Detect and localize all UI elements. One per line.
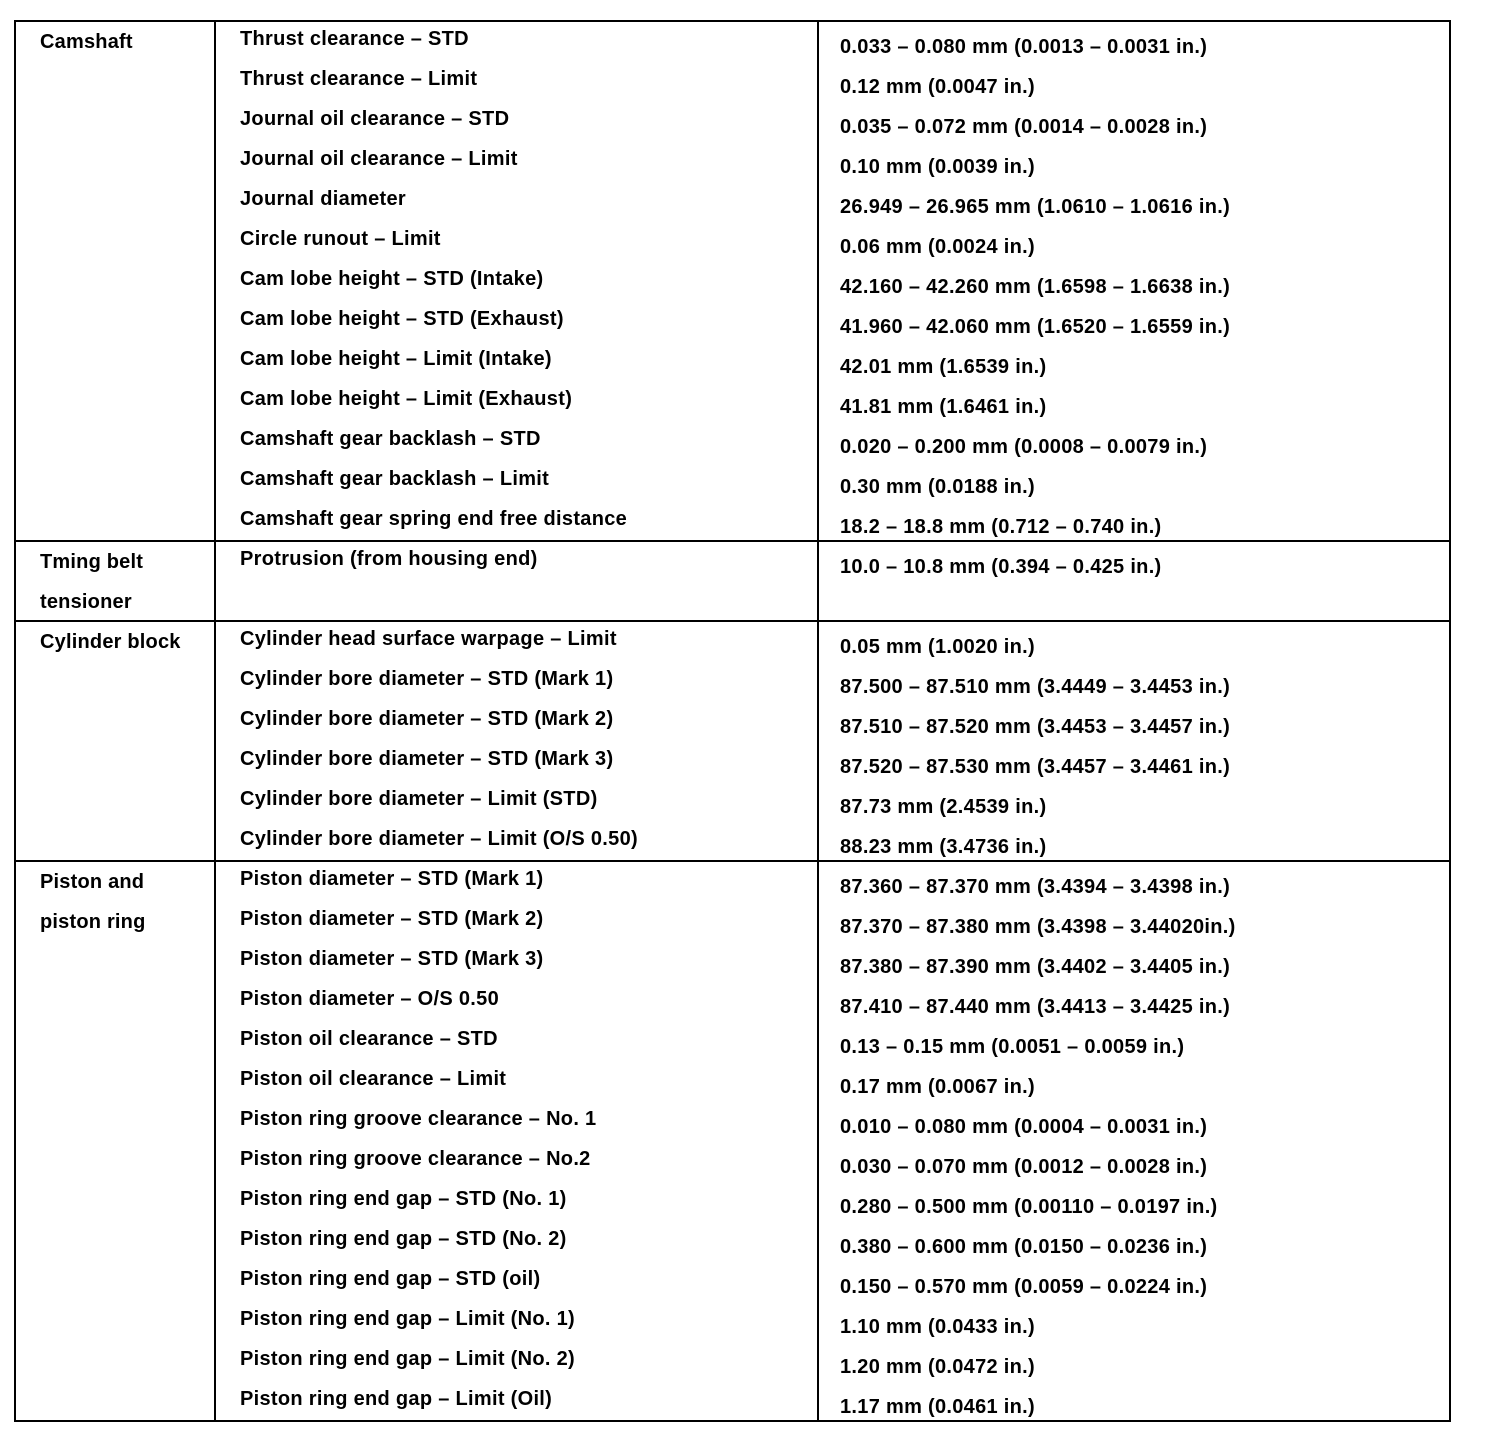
table-row <box>16 622 1449 662</box>
spec-item: Journal diameter <box>240 188 406 210</box>
table-row <box>16 942 1449 982</box>
spec-item: Piston oil clearance – STD <box>240 1028 498 1050</box>
spec-value: 0.030 – 0.070 mm (0.0012 – 0.0028 in.) <box>840 1156 1208 1178</box>
spec-item: Piston ring end gap – STD (No. 1) <box>240 1188 567 1210</box>
section-timing-belt-tensioner <box>16 540 1449 622</box>
spec-item: Piston ring end gap – Limit (No. 1) <box>240 1308 575 1330</box>
spec-item: Piston ring end gap – Limit (No. 2) <box>240 1348 575 1370</box>
spec-value: 0.020 – 0.200 mm (0.0008 – 0.0079 in.) <box>840 436 1208 458</box>
group-label-line: Cylinder block <box>40 631 181 653</box>
table-row <box>16 382 1449 422</box>
table-row <box>16 182 1449 222</box>
spec-value: 87.73 mm (2.4539 in.) <box>840 796 1047 818</box>
spec-value: 0.033 – 0.080 mm (0.0013 – 0.0031 in.) <box>840 36 1208 58</box>
table-row <box>16 542 1449 582</box>
spec-item: Thrust clearance – Limit <box>240 68 478 90</box>
table-row <box>16 102 1449 142</box>
table-row <box>16 142 1449 182</box>
group-label-line: Tming belt <box>40 551 144 573</box>
spec-value: 0.280 – 0.500 mm (0.00110 – 0.0197 in.) <box>840 1196 1218 1218</box>
table-row <box>16 1142 1449 1182</box>
spec-table <box>14 20 1451 1422</box>
spec-value: 0.13 – 0.15 mm (0.0051 – 0.0059 in.) <box>840 1036 1185 1058</box>
spec-value: 42.01 mm (1.6539 in.) <box>840 356 1047 378</box>
spec-value: 41.960 – 42.060 mm (1.6520 – 1.6559 in.) <box>840 316 1231 338</box>
spec-value: 41.81 mm (1.6461 in.) <box>840 396 1047 418</box>
spec-item: Piston diameter – STD (Mark 1) <box>240 868 544 890</box>
table-row <box>16 1102 1449 1142</box>
spec-item: Protrusion (from housing end) <box>240 548 538 570</box>
table-row <box>16 662 1449 702</box>
table-row <box>16 982 1449 1022</box>
spec-value: 87.410 – 87.440 mm (3.4413 – 3.4425 in.) <box>840 996 1231 1018</box>
spec-item: Cam lobe height – Limit (Exhaust) <box>240 388 573 410</box>
spec-item: Circle runout – Limit <box>240 228 441 250</box>
spec-value: 42.160 – 42.260 mm (1.6598 – 1.6638 in.) <box>840 276 1231 298</box>
table-row <box>16 302 1449 342</box>
spec-item: Cylinder bore diameter – STD (Mark 2) <box>240 708 614 730</box>
spec-value: 87.370 – 87.380 mm (3.4398 – 3.44020in.) <box>840 916 1236 938</box>
spec-value: 0.17 mm (0.0067 in.) <box>840 1076 1035 1098</box>
spec-item: Piston ring end gap – STD (oil) <box>240 1268 541 1290</box>
spec-item: Piston ring groove clearance – No.2 <box>240 1148 591 1170</box>
group-label-line: Piston and <box>40 871 145 893</box>
table-row <box>16 1182 1449 1222</box>
spec-value: 1.10 mm (0.0433 in.) <box>840 1316 1035 1338</box>
spec-item: Cylinder bore diameter – STD (Mark 3) <box>240 748 614 770</box>
spec-value: 87.520 – 87.530 mm (3.4457 – 3.4461 in.) <box>840 756 1231 778</box>
spec-value: 0.05 mm (1.0020 in.) <box>840 636 1035 658</box>
spec-item: Cam lobe height – STD (Exhaust) <box>240 308 564 330</box>
spec-item: Thrust clearance – STD <box>240 28 469 50</box>
spec-item: Journal oil clearance – STD <box>240 108 510 130</box>
table-row <box>16 1342 1449 1382</box>
spec-value: 0.010 – 0.080 mm (0.0004 – 0.0031 in.) <box>840 1116 1208 1138</box>
table-row <box>16 1022 1449 1062</box>
spec-item: Camshaft gear backlash – STD <box>240 428 541 450</box>
table-row <box>16 62 1449 102</box>
table-row <box>16 22 1449 62</box>
spec-value: 0.035 – 0.072 mm (0.0014 – 0.0028 in.) <box>840 116 1208 138</box>
group-label-line: tensioner <box>40 591 132 613</box>
table-row <box>16 1062 1449 1102</box>
spec-item: Piston ring groove clearance – No. 1 <box>240 1108 597 1130</box>
table-row <box>16 902 1449 942</box>
spec-item: Piston diameter – O/S 0.50 <box>240 988 500 1010</box>
spec-item: Cylinder head surface warpage – Limit <box>240 628 617 650</box>
table-row <box>16 1222 1449 1262</box>
spec-value: 0.06 mm (0.0024 in.) <box>840 236 1035 258</box>
spec-value: 1.20 mm (0.0472 in.) <box>840 1356 1035 1378</box>
group-label-line: Camshaft <box>40 31 133 53</box>
spec-value: 88.23 mm (3.4736 in.) <box>840 836 1047 858</box>
spec-value: 87.510 – 87.520 mm (3.4453 – 3.4457 in.) <box>840 716 1231 738</box>
section-cylinder-block <box>16 620 1449 862</box>
table-row <box>16 822 1449 862</box>
table-row <box>16 782 1449 822</box>
spec-value: 26.949 – 26.965 mm (1.0610 – 1.0616 in.) <box>840 196 1231 218</box>
table-row <box>16 1262 1449 1302</box>
spec-value: 87.380 – 87.390 mm (3.4402 – 3.4405 in.) <box>840 956 1231 978</box>
table-row <box>16 1302 1449 1342</box>
table-row <box>16 742 1449 782</box>
table-row <box>16 862 1449 902</box>
spec-item: Cylinder bore diameter – Limit (O/S 0.50) <box>240 828 638 850</box>
table-row <box>16 502 1449 542</box>
spec-value: 87.360 – 87.370 mm (3.4394 – 3.4398 in.) <box>840 876 1231 898</box>
spec-value: 10.0 – 10.8 mm (0.394 – 0.425 in.) <box>840 556 1162 578</box>
spec-item: Piston ring end gap – STD (No. 2) <box>240 1228 567 1250</box>
table-row <box>16 702 1449 742</box>
spec-item: Piston oil clearance – Limit <box>240 1068 507 1090</box>
spec-item: Cam lobe height – Limit (Intake) <box>240 348 552 370</box>
table-row <box>16 342 1449 382</box>
spec-item: Piston diameter – STD (Mark 3) <box>240 948 544 970</box>
table-row <box>16 262 1449 302</box>
table-row <box>16 462 1449 502</box>
group-label-line: piston ring <box>40 911 146 933</box>
spec-item: Piston ring end gap – Limit (Oil) <box>240 1388 553 1410</box>
spec-item: Camshaft gear backlash – Limit <box>240 468 550 490</box>
spec-value: 0.10 mm (0.0039 in.) <box>840 156 1035 178</box>
spec-value: 0.30 mm (0.0188 in.) <box>840 476 1035 498</box>
section-camshaft <box>16 22 1449 540</box>
spec-item: Piston diameter – STD (Mark 2) <box>240 908 544 930</box>
table-row <box>16 422 1449 462</box>
spec-value: 0.380 – 0.600 mm (0.0150 – 0.0236 in.) <box>840 1236 1208 1258</box>
spec-item: Cylinder bore diameter – Limit (STD) <box>240 788 598 810</box>
section-piston-and-piston-ring <box>16 860 1449 1422</box>
spec-item: Camshaft gear spring end free distance <box>240 508 628 530</box>
spec-value: 0.12 mm (0.0047 in.) <box>840 76 1035 98</box>
spec-item: Cylinder bore diameter – STD (Mark 1) <box>240 668 614 690</box>
spec-item: Cam lobe height – STD (Intake) <box>240 268 544 290</box>
spec-item: Journal oil clearance – Limit <box>240 148 518 170</box>
spec-value: 1.17 mm (0.0461 in.) <box>840 1396 1035 1418</box>
spec-value: 87.500 – 87.510 mm (3.4449 – 3.4453 in.) <box>840 676 1231 698</box>
table-row <box>16 222 1449 262</box>
spec-value: 18.2 – 18.8 mm (0.712 – 0.740 in.) <box>840 516 1162 538</box>
table-row <box>16 1382 1449 1422</box>
spec-value: 0.150 – 0.570 mm (0.0059 – 0.0224 in.) <box>840 1276 1208 1298</box>
